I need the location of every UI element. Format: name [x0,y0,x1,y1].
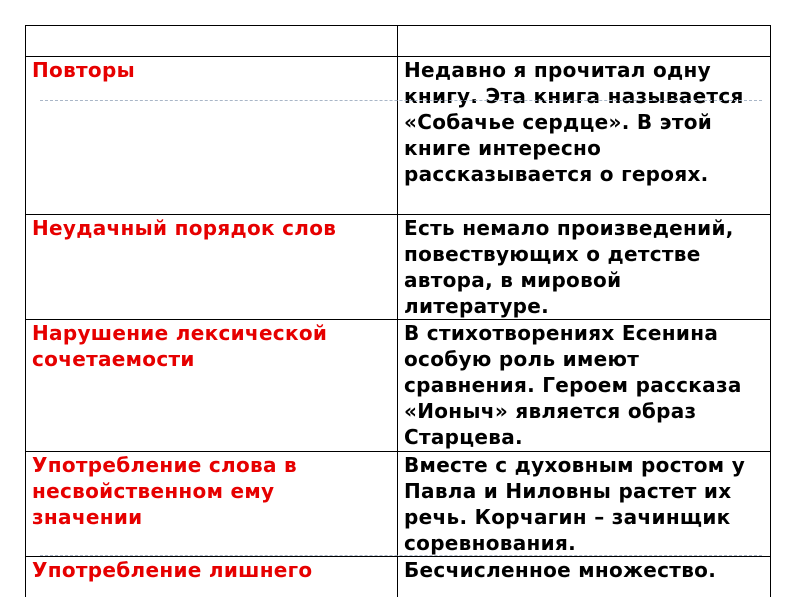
guide-line-top [40,100,762,101]
error-type-cell: Нарушение лексической сочетаемости [26,320,398,452]
error-type-cell: Повторы [26,57,398,215]
error-type-cell: Употребление лишнего [26,557,398,600]
example-cell: В стихотворениях Есенина особую роль имеют сравнения. Героем рассказа «Ионыч» является образ Старцева. [398,320,771,452]
table-row [26,320,771,452]
example-cell: Вместе с духовным ростом у Павла и Ниловны растет их речь. Корчагин – зачинщик соревнования. [398,452,771,557]
header-cell-term [26,26,398,57]
table-row [26,452,771,557]
header-cell-example [398,26,771,57]
table-header-row [26,26,771,57]
example-cell: Недавно я прочитал одну книгу. Эта книга называется «Собачье сердце». В этой книге интересно рассказывается о героях. [398,57,771,215]
table-row [26,215,771,320]
example-cell: Есть немало произведений, повествующих о детстве автора, в мировой литературе. [398,215,771,320]
table-row [26,557,771,600]
error-type-cell: Употребление слова в несвойственном ему значении [26,452,398,557]
example-cell: Бесчисленное множество. [398,557,771,600]
guide-line-bottom [40,555,762,556]
speech-errors-table [25,25,771,600]
table-row [26,57,771,215]
error-type-cell: Неудачный порядок слов [26,215,398,320]
